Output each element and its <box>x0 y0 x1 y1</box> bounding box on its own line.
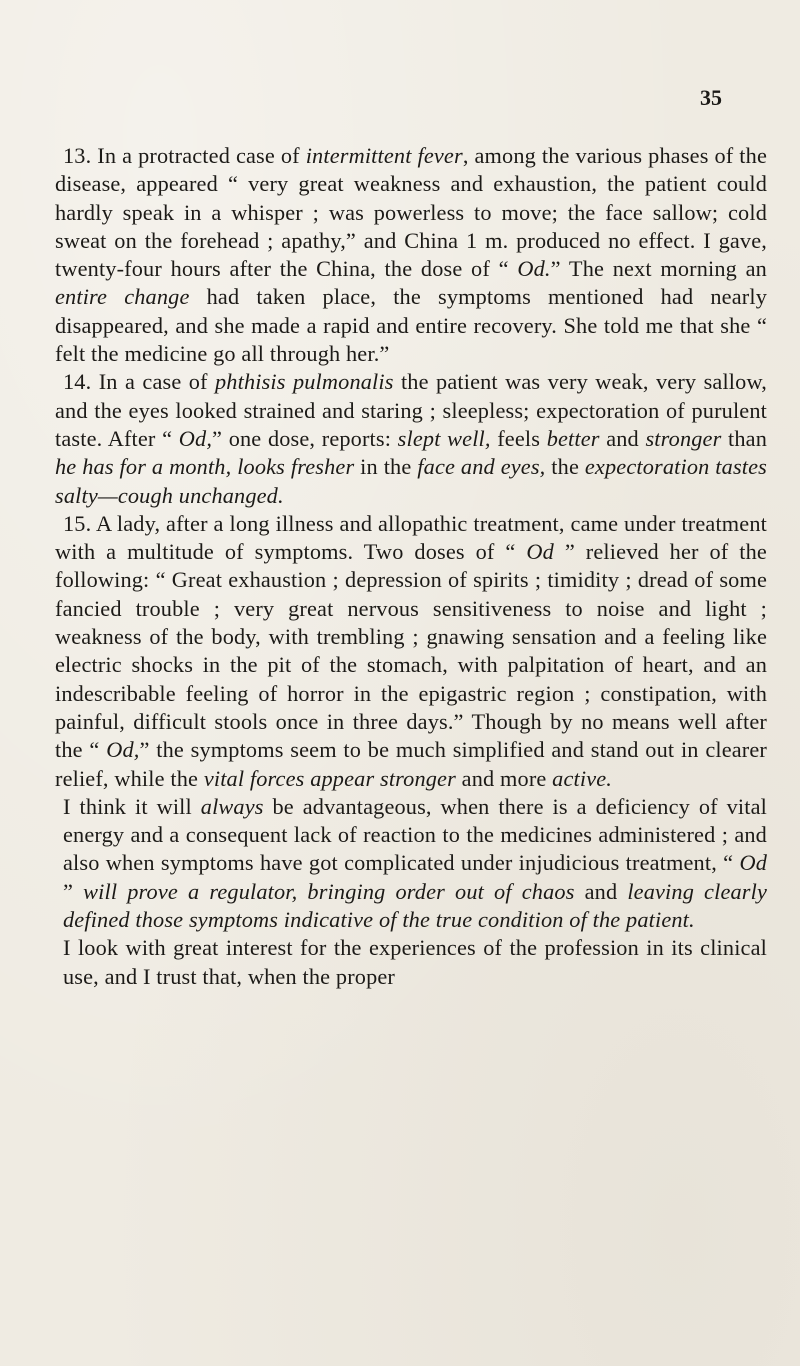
italic-text: Od <box>526 539 554 565</box>
paragraph <box>55 793 767 934</box>
text-run: had taken place, the symptoms mentioned had nearly disappeared, and she made a rapid and entire recovery. She told me that she “ felt the medicine go all through her.” <box>55 284 767 367</box>
paragraph <box>55 368 767 509</box>
italic-text: expectoration tastes salty—cough unchanged. <box>55 454 767 508</box>
italic-text: Od, <box>178 425 213 451</box>
text-run: I think it will <box>63 793 201 819</box>
text-run: than <box>721 425 768 451</box>
italic-text: vital forces appear stronger <box>203 765 456 791</box>
italic-text: always <box>200 793 264 819</box>
text-run: be advantageous, when there is a deficiency of vital energy and a consequent lack of reaction to the medicines administered ; and also when symptoms have got complicated under injudicious treatment, “ <box>63 793 767 876</box>
italic-text: stronger <box>645 425 722 451</box>
paragraph <box>55 142 767 368</box>
body-text <box>55 142 767 991</box>
text-run: in the <box>354 454 418 480</box>
italic-text: will prove a regulator, bringing order out of chaos <box>83 878 575 904</box>
text-run: and <box>599 425 646 451</box>
text-run: A lady, after a long illness and allopathic treatment, came under treatment with a multitude of symptoms. Two doses of “ <box>55 510 767 565</box>
paragraph-number: 15. <box>63 510 92 536</box>
text-run: feels <box>490 425 547 451</box>
text-run: ” the symptoms seem to be much simplified and stand out in clearer relief, while the <box>55 737 767 791</box>
italic-text: better <box>546 425 600 451</box>
italic-text: leaving clearly defined those symptoms indicative of the true condition of the patient. <box>63 878 768 933</box>
text-run: In a case of <box>91 369 215 395</box>
paragraph <box>55 510 767 793</box>
text-run: the <box>545 454 585 480</box>
paragraph-number: 14. <box>63 369 92 395</box>
italic-text: Od. <box>517 256 551 282</box>
italic-text: he has for a month, looks fresher <box>55 454 355 480</box>
text-run: ” one dose, reports: <box>212 425 398 451</box>
text-run: ” relieved her of the following: “ Great exhaustion ; depression of spirits ; timidity ; dread of some fancied trouble ; very great nervous sensitiveness to noise and light ; weakness of the body, with trembling ; gnawing sensation and a feeling like electric shocks in the pit of the stomach, with palpitation of heart, and an indescribable feeling of horror in the epigastric region ; constipation, with painful, difficult stools once in three days.” Though by no means well after the “ <box>55 539 767 763</box>
text-run: In a protracted case of <box>91 143 306 168</box>
italic-text: active. <box>552 765 613 791</box>
text-run: , among the various phases of the disease, appeared “ very great weakness and exhaustion, the patient could hardly speak in a whisper ; was powerless to move; the face sallow; cold sweat on the forehead ; apathy,” and China 1 m. produced no effect. I gave, twenty-four hours after the China, the dose of “ <box>55 143 767 282</box>
text-run: ” <box>63 878 84 904</box>
italic-text: Od, <box>106 737 140 763</box>
italic-text: slept well, <box>397 425 491 451</box>
page-number: 35 <box>700 85 722 110</box>
italic-text: intermittent fever <box>305 143 463 168</box>
italic-text: Od <box>739 850 767 876</box>
text-run: ” The next morning an <box>550 256 767 282</box>
paragraph <box>55 934 767 991</box>
italic-text: entire change <box>55 284 190 310</box>
italic-text: face and eyes, <box>417 454 546 480</box>
text-run: the patient was very weak, very sallow, and the eyes looked strained and staring ; sleepless; expectoration of purulent taste. After “ <box>55 369 767 451</box>
text-run: and more <box>455 765 553 791</box>
text-run: I look with great interest for the experiences of the profession in its clinical use, and I trust that, when the proper <box>63 935 767 989</box>
text-run: and <box>574 878 628 904</box>
paragraph-number: 13. <box>63 143 92 168</box>
italic-text: phthisis pulmonalis <box>215 369 394 395</box>
